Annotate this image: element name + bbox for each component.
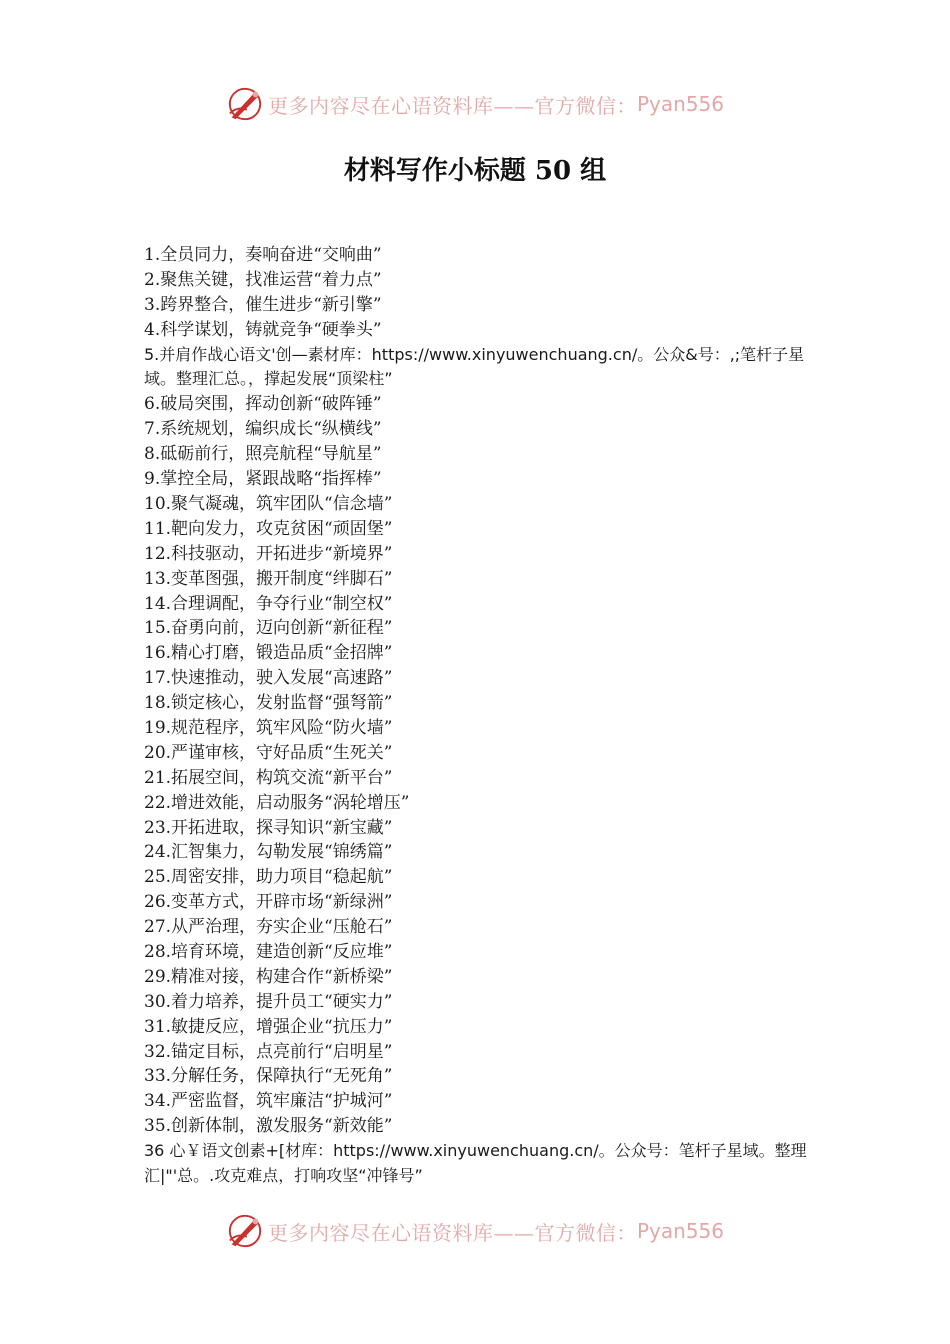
list-item: 21.拓展空间，构筑交流“新平台” xyxy=(144,767,393,788)
footer-watermark-id: Pyan556 xyxy=(636,1219,724,1243)
list-item: 12.科技驱动，开拓进步“新境界” xyxy=(144,543,393,564)
list-item: 34.严密监督，筑牢廉洁“护城河” xyxy=(144,1091,393,1112)
list-item: 1.全员同力，奏响奋进“交响曲” xyxy=(144,245,382,265)
heading-list xyxy=(144,243,824,1189)
list-item: 7.系统规划，编织成长“纵横线” xyxy=(144,419,382,440)
list-item: 13.变革图强，搬开制度“绊脚石” xyxy=(144,568,393,589)
list-item: 5.并肩作战心语文'创—素材库：https://www.xinyuwenchuang.cn/。公众&号：,;笔杆子星域。整理汇总。，撑起发展“顶梁柱” xyxy=(144,344,805,389)
list-item: 2.聚焦关键，找准运营“着力点” xyxy=(144,269,382,290)
list-item: 23.开拓进取，探寻知识“新宝藏” xyxy=(144,817,393,838)
list-item: 27.从严治理，夯实企业“压舱石” xyxy=(144,917,393,938)
list-item: 24.汇智集力，勾勒发展“锦绣篇” xyxy=(144,842,393,863)
list-item: 20.严谨审核，守好品质“生死关” xyxy=(144,742,393,763)
list-item: 14.合理调配，争夺行业“制空权” xyxy=(144,593,393,614)
list-item: 9.掌控全局，紧跟战略“指挥棒” xyxy=(144,469,382,490)
list-item: 11.靶向发力，攻克贫困“顽固堡” xyxy=(144,518,393,539)
list-item: 8.砥砺前行，照亮航程“导航星” xyxy=(144,444,382,465)
list-item: 33.分解任务，保障执行“无死角” xyxy=(144,1066,393,1087)
list-item: 10.聚气凝魂，筑牢团队“信念墙” xyxy=(144,493,393,514)
list-item: 25.周密安排，助力项目“稳起航” xyxy=(144,867,393,888)
list-item: 17.快速推动，驶入发展“高速路” xyxy=(144,668,393,689)
list-item: 36 心￥语文创素+[材库：https://www.xinyuwenchuang.cn/。公众号：笔杆子星域。整理汇|"'总。.攻克难点，打响攻坚“冲锋号” xyxy=(144,1141,807,1185)
pen-logo-icon xyxy=(226,1212,264,1250)
pen-logo-icon xyxy=(226,85,264,123)
list-item: 4.科学谋划，铸就竞争“硬拳头” xyxy=(144,319,382,340)
page-title: 材料写作小标题 50 组 xyxy=(343,156,607,186)
list-item: 30.着力培养，提升员工“硬实力” xyxy=(144,991,393,1012)
list-item: 35.创新体制，激发服务“新效能” xyxy=(144,1116,393,1137)
list-item: 28.培育环境，建造创新“反应堆” xyxy=(144,941,393,962)
list-item: 18.锁定核心，发射监督“强弩箭” xyxy=(144,693,393,714)
list-item: 15.奋勇向前，迈向创新“新征程” xyxy=(144,618,393,639)
header-watermark-text: 更多内容尽在心语资料库——官方微信： xyxy=(267,93,637,118)
list-item: 26.变革方式，开辟市场“新绿洲” xyxy=(144,892,393,913)
footer-watermark xyxy=(0,1209,950,1253)
header-watermark xyxy=(0,82,950,126)
list-item: 22.增进效能，启动服务“涡轮增压” xyxy=(144,792,410,813)
list-item: 29.精准对接，构建合作“新桥梁” xyxy=(144,966,393,987)
list-item: 3.跨界整合，催生进步“新引擎” xyxy=(144,294,382,315)
header-watermark-id: Pyan556 xyxy=(636,92,724,116)
list-item: 6.破局突围，挥动创新“破阵锤” xyxy=(144,394,382,415)
list-item: 31.敏捷反应，增强企业“抗压力” xyxy=(144,1016,393,1037)
list-item: 19.规范程序，筑牢风险“防火墙” xyxy=(144,717,393,738)
list-item: 16.精心打磨，锻造品质“金招牌” xyxy=(144,643,393,664)
footer-watermark-text: 更多内容尽在心语资料库——官方微信： xyxy=(267,1220,637,1245)
list-item: 32.锚定目标，点亮前行“启明星” xyxy=(144,1041,393,1062)
